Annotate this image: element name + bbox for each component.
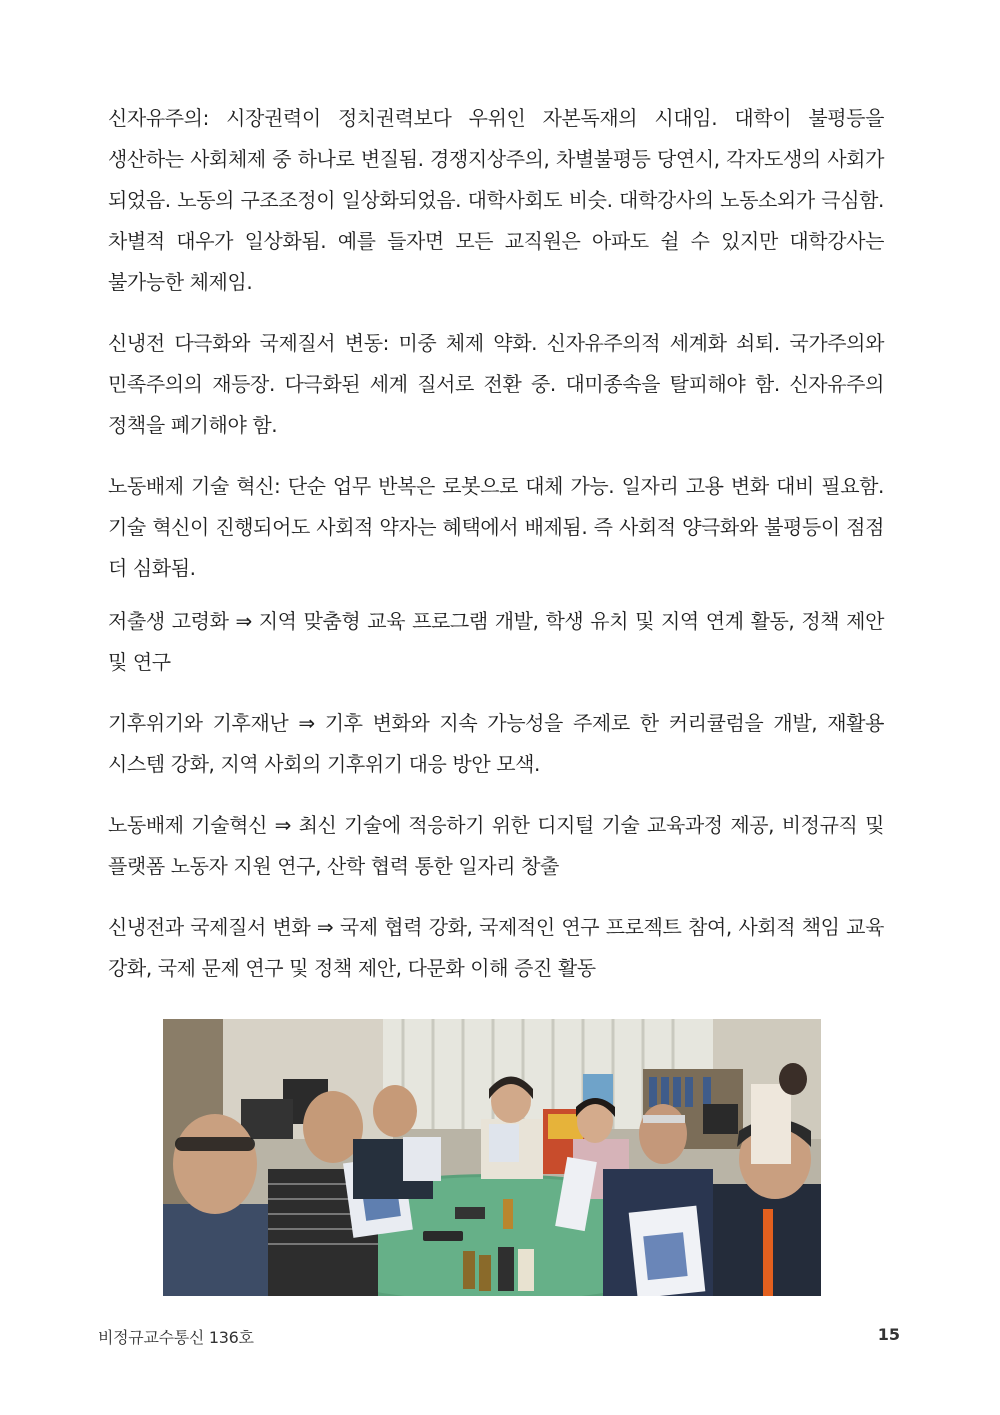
paragraph-new-cold-war: 신냉전 다극화와 국제질서 변동: 미중 체제 약화. 신자유주의적 세계화 쇠퇴. 국가주의와 민족주의의 재등장. 다극화된 세계 질서로 전환 중. 대미종속을 탈피해야 함. 신자유주의 정책을 폐기해야 함.: [108, 331, 884, 437]
paragraph-neoliberalism: 신자유주의: 시장권력이 정치권력보다 우위인 자본독재의 시대임. 대학이 불평등을 생산하는 사회체제 중 하나로 변질됨. 경쟁지상주의, 차별불평등 당연시, 각자도생의 사회가 되었음. 노동의 구조조정이 일상화되었음. 대학사회도 비슷. 대학강사의 노동소외가 극심함. 차별적 대우가 일상화됨. 예를 들자면 모든 교직원은 아파도 쉴 수 있지만 대학강사는 불가능한 체제임.: [108, 106, 884, 294]
paragraph-tech-innovation: 노동배제 기술혁신 ⇒ 최신 기술에 적응하기 위한 디지털 기술 교육과정 제공, 비정규직 및 플랫폼 노동자 지원 연구, 산학 협력 통한 일자리 창출: [108, 813, 884, 878]
page-number: 15: [877, 1325, 900, 1344]
publication-title: 비정규교수통신 136호: [98, 1328, 254, 1347]
paragraph-labor-exclusion: 노동배제 기술 혁신: 단순 업무 반복은 로봇으로 대체 가능. 일자리 고용 변화 대비 필요함. 기술 혁신이 진행되어도 사회적 약자는 혜택에서 배제됨. 즉 사회적 양극화와 불평등이 점점 더 심화됨.: [108, 474, 884, 580]
group-meeting-photo: [163, 1019, 821, 1296]
article-body: [108, 98, 884, 1009]
paragraph-low-birth-aging: 저출생 고령화 ⇒ 지역 맞춤형 교육 프로그램 개발, 학생 유치 및 지역 연계 활동, 정책 제안 및 연구: [108, 609, 884, 674]
paragraph-international-order: 신냉전과 국제질서 변화 ⇒ 국제 협력 강화, 국제적인 연구 프로젝트 참여, 사회적 책임 교육 강화, 국제 문제 연구 및 정책 제안, 다문화 이해 증진 활동: [108, 915, 884, 980]
paragraph-climate-crisis: 기후위기와 기후재난 ⇒ 기후 변화와 지속 가능성을 주제로 한 커리큘럼을 개발, 재활용 시스템 강화, 지역 사회의 기후위기 대응 방안 모색.: [108, 711, 884, 776]
